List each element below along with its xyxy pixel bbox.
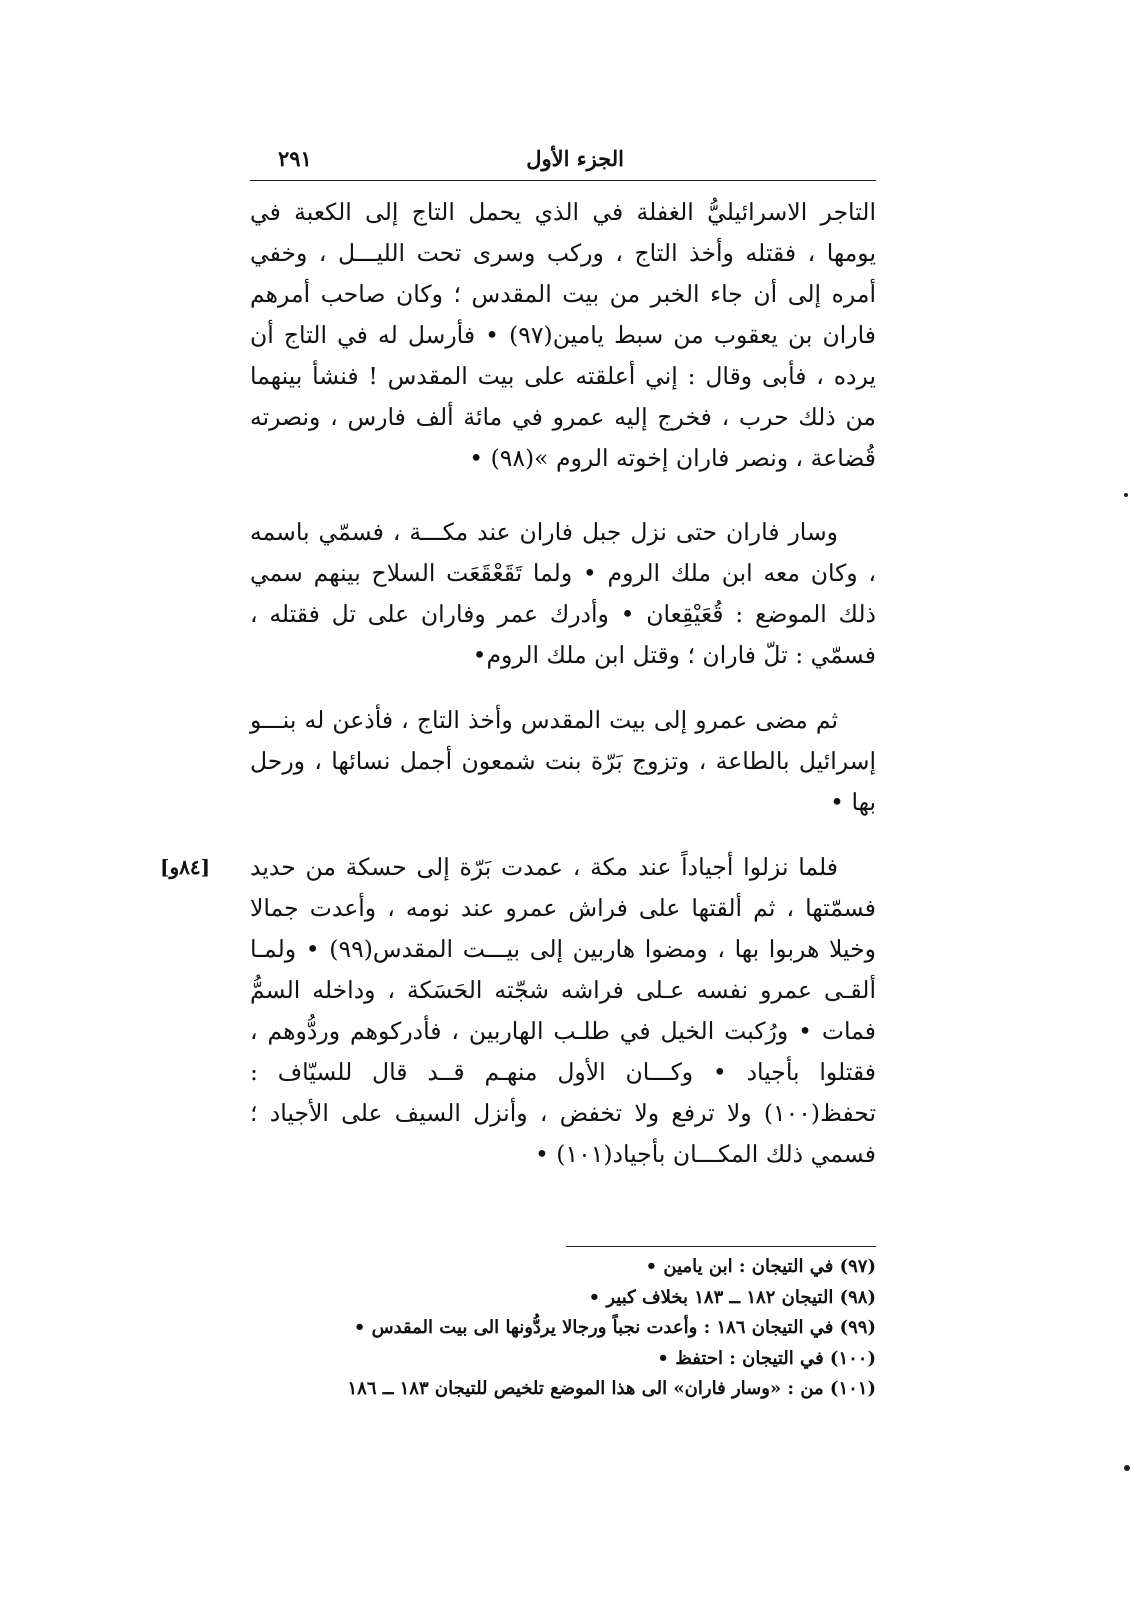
paragraph-4: فلما نزلوا أجياداً عند مكة ، عمدت بَرّة إلى حسكة من حديد فسمّتها ، ثم ألقتها على فراش عمرو عند نومه ، وأعدت جمالا وخيلا هربوا بها ، ومضوا هاربين إلى بيـــت المقدس(٩٩) • ولمـا ألقـى عمرو نفسه عـلى فراشه شجّته الحَسَكة ، وداخله السمُّ فمات • ورُكبت الخيل في طلـب الهاربين ، فأدركوهم وردُّوهم ، فقتلوا بأجياد • وكـــان الأول منهـم قــد قال للسيّاف : تحفظ(١٠٠) ولا ترفع ولا تخفض ، وأنزل السيف على الأجياد ؛ فسمي ذلك المكـــان بأجياد(١٠١) • [250, 853, 876, 1168]
header-divider [250, 180, 876, 181]
footnote-97: (٩٧) في التيجان : ابن يامين • [645, 1256, 876, 1277]
footnotes [250, 1252, 876, 1405]
footnote-100: (١٠٠) في التيجان : احتفظ • [657, 1347, 876, 1369]
paragraph-1: التاجر الاسرائيليُّ الغفلة في الذي يحمل التاج إلى الكعبة في يومها ، فقتله وأخذ التاج ، وركب وسرى تحت الليـــل ، وخفي أمره إلى أن جاء الخبر من بيت المقدس ؛ وكان صاحب أمرهم فاران بن يعقوب من سبط يامين(٩٧) • فأرسل له في التاج أن يرده ، فأبى وقال : إني أعلقته على بيت المقدس ! فنشأ بينهما من ذلك حرب ، فخرج إليه عمرو في مائة ألف فارس ، ونصرته قُضاعة ، ونصر فاران إخوته الروم »(٩٨) • [250, 198, 876, 472]
manuscript-folio-note: [٨٤و] [160, 855, 211, 879]
page-number: ٢٩١ [278, 146, 312, 171]
scan-speck [1124, 1465, 1130, 1471]
footnote-divider [566, 1246, 876, 1247]
paragraph-2: وسار فاران حتى نزل جبل فاران عند مكـــة ، فسمّي باسمه ، وكان معه ابن ملك الروم • ولما تَقَعْقَعَت السلاح بينهم سمي ذلك الموضع : قُعَيْقِعان • وأدرك عمر وفاران على تل فقتله ، فسمّي : تلّ فاران ؛ وقتل ابن ملك الروم• [250, 518, 876, 669]
running-title: الجزء الأول [526, 146, 624, 171]
paragraph-3: ثم مضى عمرو إلى بيت المقدس وأخذ التاج ، فأذعن له بنـــو إسرائيل بالطاعة ، وتزوج بَرّة بنت شمعون أجمل نسائها ، ورحل بها • [250, 706, 876, 816]
footnote-99: (٩٩) في التيجان ١٨٦ : وأعدت نجباً ورجالا يردُّونها الى بيت المقدس • [353, 1317, 876, 1338]
running-head [250, 140, 876, 180]
footnote-101: (١٠١) من : «وسار فاران» الى هذا الموضع تلخيص للتيجان ١٨٣ ــ ١٨٦ [347, 1378, 876, 1399]
footnote-98: (٩٨) التيجان ١٨٢ ــ ١٨٣ بخلاف كبير • [588, 1286, 876, 1308]
scan-speck [1124, 493, 1128, 497]
